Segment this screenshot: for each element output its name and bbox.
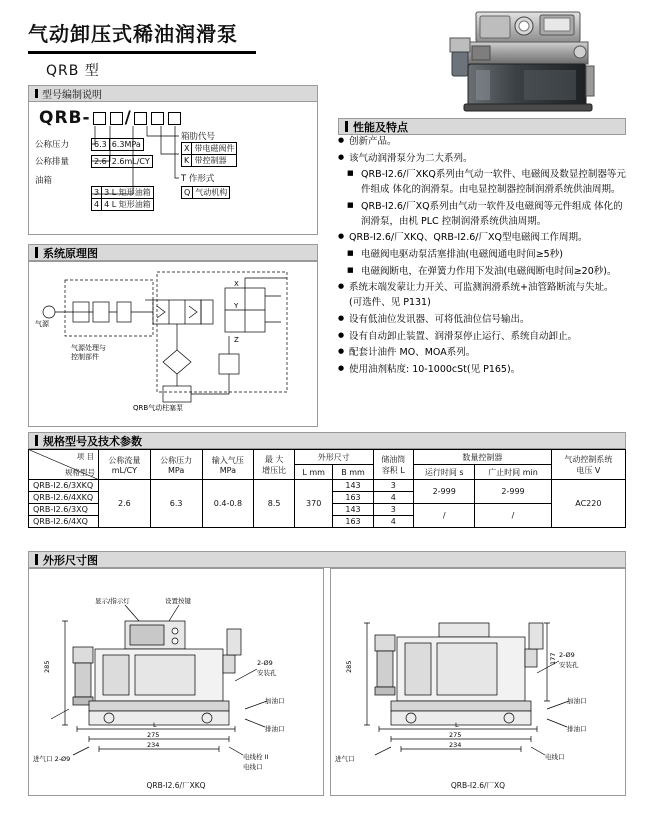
spec-dim-l-value: 370 [294, 480, 333, 528]
spec-volume-value: 3 [373, 480, 414, 492]
drawing-xq [331, 569, 625, 779]
spec-corner-cell [29, 450, 99, 480]
callout-2-d9: 2-Ø9 [559, 651, 575, 659]
dimension-drawing-right [330, 568, 626, 796]
label-tank: 油箱 [35, 176, 53, 186]
cell-code: X [182, 143, 192, 155]
spec-header-pressure: 公称压力 MPa [150, 450, 202, 480]
spec-subheader-run: 运行时间 s [414, 465, 475, 480]
feature-item: ■ 电磁阀电驱动泵活塞排油(电磁阀通电时间≥5秒) [347, 248, 626, 263]
cell-text: 2.6mL/CY [109, 156, 152, 168]
spec-volume-value: 3 [373, 504, 414, 516]
feature-item: ● 系统末端发蒙让力开关、可监测润滑系统+油管路断流与失址。(可选件、见 P131) [338, 281, 626, 310]
spec-header-voltage: 气动控制系统 电压 V [551, 450, 625, 480]
schematic-label-air-source: 气源 [35, 320, 49, 328]
callout-mount-hole: 安装孔 [559, 661, 579, 669]
schematic-label-x: X [234, 280, 239, 288]
note-drain: 排油口 [567, 725, 587, 733]
spec-ctrl-run-value: / [414, 504, 475, 528]
callout-display-indicator: 显示/指示灯 [95, 597, 130, 605]
spec-ctrl-run-value: 2-999 [414, 480, 475, 504]
spec-header-air: 输入气压 MPa [202, 450, 254, 480]
label-rib-code: 箱肋代号 [181, 132, 216, 142]
dim-275: 275 [147, 731, 160, 739]
note-fill: 加油口 [265, 697, 285, 705]
spec-dim-b-value: 143 [333, 480, 373, 492]
cell-code: Q [182, 187, 193, 199]
dim-177-label: 177 [549, 652, 557, 665]
note-intake: 进气口 2-Ø9 [33, 755, 71, 763]
note-intake: 进气口 [335, 755, 355, 763]
feature-item: ● 该气动润滑泵分为二大系列。 [338, 152, 626, 167]
spec-voltage-value: AC220 [551, 480, 625, 528]
spec-volume-value: 4 [373, 516, 414, 528]
schematic-diagram [29, 262, 317, 426]
model-code-panel [28, 85, 318, 235]
cell-text: 带控制器 [192, 155, 237, 167]
product-photo [428, 6, 628, 114]
schematic-label-treatment2: 控制部件 [71, 353, 99, 361]
note-wire-bolt: 电线栓 II [243, 753, 269, 761]
spec-table [28, 449, 626, 528]
schematic-label-treatment: 气源处理与 [71, 344, 106, 352]
spec-corner-bottom: 规格型号 [65, 468, 95, 477]
cell-text: 6.3MPa [109, 139, 143, 151]
title-rule [28, 51, 256, 54]
spec-dim-b-value: 163 [333, 492, 373, 504]
spec-corner-top: 项 目 [76, 452, 94, 461]
cell-text: 3 L 矩形油箱 [102, 187, 154, 199]
spec-section-bar: 规格型号及技术参数 [28, 432, 626, 449]
spec-header-dimensions: 外形尺寸 [294, 450, 373, 465]
spec-pressure-value: 6.3 [150, 480, 202, 528]
spec-header-ratio: 最 大 增压比 [254, 450, 295, 480]
feature-item: ● 使用油剂粘度: 10-1000cSt(见 P165)。 [338, 363, 626, 378]
feature-item: ● 创新产品。 [338, 135, 626, 150]
spec-panel [28, 449, 626, 528]
cell-text: 4 L 矩形油箱 [102, 199, 154, 211]
spec-volume-value: 4 [373, 492, 414, 504]
feature-item: ● 设有低油位发讯器、可将低油位信号输出。 [338, 313, 626, 328]
table-nominal-pressure [91, 138, 144, 151]
features-panel [338, 135, 626, 427]
callout-setting-key: 设置按键 [165, 597, 191, 605]
cell-text: 带电磁阀件 [192, 143, 237, 155]
spec-model: QRB-I2.6/3XKQ [29, 480, 99, 492]
callout-mount-hole: 安装孔 [257, 669, 277, 677]
cell-code: 6.3 [92, 139, 110, 151]
model-code-title: 型号编制说明 [29, 86, 317, 102]
spec-subheader-pause: 广止时间 min [475, 465, 551, 480]
page-subtitle: QRB 型 [46, 63, 100, 79]
spec-flow-value: 2.6 [99, 480, 151, 528]
cell-code: 3 [92, 187, 102, 199]
table-tank [91, 186, 154, 211]
table-work-form [181, 186, 230, 199]
cell-text: 气动机构 [193, 187, 230, 199]
schematic-label-pump: QRB气动柱塞泵 [133, 404, 184, 412]
spec-model: QRB-I2.6/4XQ [29, 516, 99, 528]
callout-2-d9: 2-Ø9 [257, 659, 273, 667]
table-rib-options [181, 142, 237, 167]
note-drain: 排油口 [265, 725, 285, 733]
feature-item: ● QRB-I2.6/厂XKQ、QRB-I2.6/厂XQ型电磁阀工作周期。 [338, 231, 626, 246]
spec-air-value: 0.4-0.8 [202, 480, 254, 528]
features-list [338, 135, 626, 378]
feature-item: ■ QRB-I2.6/厂XQ系列由气动一软件及电磁阀等元件组成 体化的润滑泵，由机 PLC 控制润滑系统供油周期。 [347, 200, 626, 229]
cell-code: K [182, 155, 192, 167]
spec-subheader-l: L mm [294, 465, 333, 480]
schematic-label-y: Y [234, 302, 239, 310]
spec-ctrl-pause-value: 2-999 [475, 480, 551, 504]
cell-code: 2.6 [92, 156, 110, 168]
drawing-caption-right: QRB-I2.6/厂XQ [450, 781, 506, 790]
spec-header-controller: 数量控制器 [414, 450, 552, 465]
schematic-section-bar: 系统原理图 [28, 244, 318, 261]
label-work-form: T 作形式 [181, 174, 215, 184]
dim-285: 285 [43, 660, 51, 673]
spec-ratio-value: 8.5 [254, 480, 295, 528]
note-wire-port: 电线口 [243, 763, 263, 771]
feature-item: ● 设有自动卸止装置、润滑泵停止运行、系统自动卸止。 [338, 330, 626, 345]
spec-header-volume: 储油筒 容积 L [373, 450, 414, 480]
feature-item: ■ QRB-I2.6/厂XKQ系列由气动一软件、电磁阀及数显控制器等元件组成 体化的润滑泵。由电显控制器控制润滑系统供油周期。 [347, 168, 626, 197]
model-code-leader-lines [29, 86, 319, 236]
drawing-xkq [29, 569, 323, 779]
feature-item: ■ 电磁阀断电，在弹簧力作用下发油(电磁阀断电时间≥20秒)。 [347, 265, 626, 280]
document-header [28, 18, 358, 86]
dim-275: 275 [449, 731, 462, 739]
spec-dim-b-value: 163 [333, 516, 373, 528]
model-prefix: QRB- [39, 108, 91, 128]
spec-model: QRB-I2.6/4XKQ [29, 492, 99, 504]
dim-L: L [153, 721, 157, 729]
spec-model: QRB-I2.6/3XQ [29, 504, 99, 516]
drawing-caption-left: QRB-I2.6/厂XKQ [146, 781, 206, 790]
label-nominal-pressure: 公称压力 [35, 140, 70, 150]
dim-234: 234 [449, 741, 462, 749]
dimensions-section-bar: 外形尺寸图 [28, 551, 626, 568]
label-nominal-displacement: 公称排量 [35, 157, 70, 167]
features-section-bar: 性能及特点 [338, 118, 626, 135]
model-slash: / [124, 108, 132, 128]
spec-ctrl-pause-value: / [475, 504, 551, 528]
dimension-drawing-left [28, 568, 324, 796]
dimension-drawings [28, 568, 626, 796]
note-wire-port: 电线口 [545, 753, 565, 761]
table-nominal-displacement [91, 155, 153, 168]
cell-code: 4 [92, 199, 102, 211]
dim-285: 285 [345, 660, 353, 673]
spec-header-flow: 公称流量 mL/CY [99, 450, 151, 480]
spec-dim-b-value: 143 [333, 504, 373, 516]
schematic-label-z: Z [234, 336, 239, 344]
schematic-panel [28, 261, 318, 427]
dim-234: 234 [147, 741, 160, 749]
spec-subheader-b: B mm [333, 465, 373, 480]
table-row [29, 480, 626, 492]
page-title: 气动卸压式稀油润滑泵 [28, 22, 238, 46]
feature-item: ● 配套计油件 MO、MOA系列。 [338, 346, 626, 361]
note-fill: 加油口 [567, 697, 587, 705]
dim-L: L [455, 721, 459, 729]
